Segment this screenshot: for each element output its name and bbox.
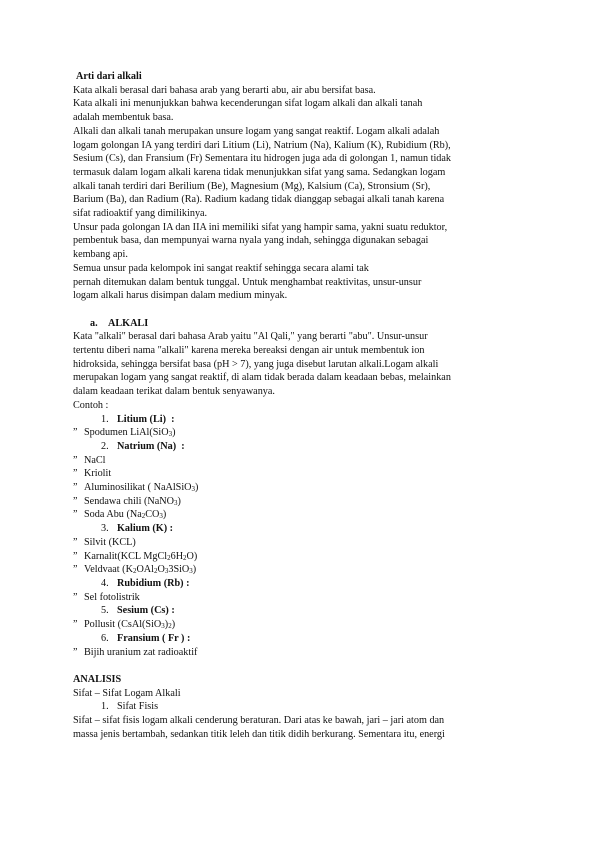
element-heading — [73, 440, 523, 454]
element-heading — [73, 604, 523, 618]
text-run: CO — [145, 509, 160, 521]
example-item — [73, 495, 523, 509]
text-run: 6H — [170, 550, 184, 562]
bullet-mark: ” — [73, 591, 78, 603]
bullet-mark: ” — [73, 564, 78, 576]
analisis-item-number: 1. — [101, 701, 109, 713]
text-run: ) — [162, 509, 167, 521]
bullet-mark: ” — [73, 427, 78, 439]
text-line: pernah ditemukan dalam bentuk tunggal. Untuk menghambat reaktivitas, unsur-unsur — [73, 276, 422, 288]
text-run: ) — [177, 495, 181, 507]
text-run: O) — [186, 550, 198, 562]
element-heading — [73, 577, 523, 591]
element-number: 2. — [101, 440, 109, 452]
text-line: kembang api. — [73, 249, 128, 261]
bullet-mark: ” — [73, 509, 78, 521]
text-line: Sifat – sifat fisis logam alkali cenderung beraturan. Dari atas ke bawah, jari – jari atom dan — [73, 715, 445, 727]
text-line: alkali tanah terdiri dari Berilium (Be), Magnesium (Mg), Kalsium (Ca), Stronsium (Sr), — [73, 180, 431, 192]
element-number: 5. — [101, 605, 109, 617]
text-run: Sendawa chili (NaNO — [84, 495, 174, 507]
section-a-label: a. — [90, 317, 98, 329]
element-name: Kalium (K) — [117, 523, 168, 535]
element-name: Natrium (Na) — [117, 440, 177, 452]
element-name: Rubidium (Rb) — [117, 578, 184, 589]
text-run: Sel fotolistrik — [84, 591, 140, 603]
text-line: dalam keadaan terikat dalam bentuk senyawanya. — [73, 386, 275, 398]
text-run: 3SiO — [168, 564, 190, 576]
example-text — [84, 427, 176, 438]
example-item — [73, 536, 523, 550]
example-item — [73, 481, 523, 495]
text-line: Kata alkali berasal dari bahasa arab yang berarti abu, air abu bersifat basa. — [73, 84, 376, 96]
heading-arti-alkali: Arti dari alkali — [76, 71, 142, 82]
text-line: Unsur pada golongan IA dan IIA ini memiliki sifat yang hampir sama, yakni suatu reduktor, — [73, 221, 448, 233]
subscript: 3 — [173, 498, 178, 507]
text-run: ) — [192, 564, 197, 576]
subscript: 2 — [183, 553, 187, 562]
text-line: termasuk dalam logam alkali karena tidak menunjukkan sifat yang sama. Sedangkan logam — [73, 166, 446, 178]
text-line: Alkali dan alkali tanah merupakan unsure logam yang sangat reaktif. Logam alkali adalah — [73, 125, 440, 137]
element-suffix: : — [168, 605, 175, 617]
example-item — [73, 618, 523, 632]
text-run: Kriolit — [84, 468, 112, 480]
bullet-mark: ” — [73, 619, 78, 631]
element-number: 6. — [101, 632, 109, 644]
text-line: tertentu diberi nama "alkali" karena mereka bereaksi dengan air untuk membentuk ion — [73, 345, 425, 357]
text-line: adalah membentuk basa. — [73, 112, 174, 124]
text-line: Semua unsur pada kelompok ini sangat reaktif sehingga secara alami tak — [73, 262, 369, 274]
element-suffix: : — [183, 578, 190, 589]
element-name: Fransium ( Fr ) — [117, 632, 185, 644]
paragraph-arti — [73, 84, 523, 303]
subscript: 2 — [168, 622, 172, 631]
text-run: Silvit (KCL) — [84, 536, 136, 548]
subscript: 2 — [153, 567, 158, 576]
text-run: NaCl — [84, 454, 106, 466]
example-text — [84, 482, 198, 493]
example-text — [84, 551, 197, 562]
text-run: Soda Abu (Na — [84, 509, 142, 521]
bullet-mark: ” — [73, 482, 78, 494]
example-item — [73, 646, 523, 660]
analisis-subtitle: Sifat – Sifat Logam Alkali — [73, 687, 181, 699]
example-text — [84, 592, 140, 603]
heading-analisis: ANALISIS — [73, 673, 122, 685]
example-item — [73, 508, 523, 522]
example-text — [84, 496, 181, 507]
text-run: O — [157, 564, 165, 576]
example-text — [84, 647, 197, 658]
subscript: 2 — [132, 567, 137, 576]
paragraph-section-a — [73, 330, 523, 399]
example-text — [84, 468, 111, 479]
text-run: Karnalit(KCL MgCl — [84, 550, 168, 562]
example-item — [73, 563, 523, 577]
text-line: Barium (Ba), dan Radium (Ra). Radium kadang tidak dianggap sebagai alkali tanah karena — [73, 194, 445, 206]
element-suffix: : — [176, 440, 185, 452]
bullet-mark: ” — [73, 468, 78, 480]
element-heading — [73, 413, 523, 427]
example-item — [73, 467, 523, 481]
subscript: 2 — [167, 553, 171, 562]
example-item — [73, 426, 523, 440]
text-run: OAl — [136, 564, 154, 576]
element-heading — [73, 522, 523, 536]
subscript: 3 — [159, 512, 163, 521]
document-content — [73, 70, 523, 741]
subscript: 3 — [164, 567, 169, 576]
text-line: Kata alkali ini menunjukkan bahwa kecenderungan sifat logam alkali dan alkali tanah — [73, 98, 423, 110]
text-run: ) — [195, 482, 199, 494]
examples-list — [73, 413, 523, 660]
element-suffix: : — [184, 632, 191, 644]
text-line: merupakan logam yang sangat reaktif, di alam tidak berada dalam keadaan bebas, melainkan — [73, 372, 451, 384]
text-run: Spodumen LiAl(SiO — [84, 427, 169, 439]
text-line: logam alkali harus disimpan dalam medium minyak. — [73, 290, 288, 302]
bullet-mark: ” — [73, 536, 78, 548]
example-text — [84, 509, 166, 520]
example-item — [73, 591, 523, 605]
text-line: pembentuk basa, dan mempunyai warna nyala yang indah, sehingga digunakan sebagai — [73, 235, 429, 247]
example-text — [84, 455, 106, 466]
subscript: 3 — [161, 622, 165, 631]
bullet-mark: ” — [73, 646, 78, 658]
contoh-label: Contoh : — [73, 399, 109, 411]
example-item — [73, 550, 523, 564]
bullet-mark: ” — [73, 495, 78, 507]
text-run: Pollusit (CsAl(SiO — [84, 619, 162, 631]
example-text — [84, 619, 175, 630]
text-run: Veldvaat (K — [84, 564, 133, 576]
element-number: 1. — [101, 413, 109, 425]
text-run: ) — [172, 427, 176, 439]
element-name: Sesium (Cs) — [117, 605, 169, 617]
analisis-item — [73, 700, 523, 714]
element-name: Litium (Li) — [117, 413, 166, 425]
text-line: hidroksida, sehingga bersifat basa (pH > 7), yang juga disebut larutan alkali.Logam alkali — [73, 358, 439, 370]
section-a-title: ALKALI — [108, 317, 149, 329]
example-item — [73, 454, 523, 468]
paragraph-analisis — [73, 714, 523, 741]
element-heading — [73, 632, 523, 646]
text-line: logam golongan IA yang terdiri dari Litium (Li), Natrium (Na), Kalium (K), Rubidium (Rb), — [73, 139, 451, 151]
element-number: 3. — [101, 523, 109, 535]
text-run: Aluminosilikat ( NaAlSiO — [84, 482, 192, 494]
element-number: 4. — [101, 578, 109, 589]
text-run: ) — [171, 619, 176, 631]
subscript: 3 — [189, 567, 193, 576]
text-line: massa jenis bertambah, sedankan titik leleh dan titik didih berkurang. Sementara itu, energi — [73, 728, 445, 740]
subscript: 3 — [191, 485, 196, 494]
subscript: 2 — [141, 512, 146, 521]
text-line: Kata "alkali" berasal dari bahasa Arab yaitu "Al Qali," yang berarti "abu". Unsur-unsur — [73, 331, 428, 343]
bullet-mark: ” — [73, 550, 78, 562]
example-text — [84, 537, 136, 548]
subscript: 3 — [168, 430, 173, 439]
analisis-item-label: Sifat Fisis — [117, 701, 159, 713]
element-suffix: : — [165, 413, 175, 425]
example-text — [84, 564, 196, 575]
text-line: sifat radioaktif yang dimilikinya. — [73, 208, 208, 220]
bullet-mark: ” — [73, 454, 78, 466]
heading-section-a — [73, 317, 523, 331]
text-line: Sesium (Cs), dan Fransium (Fr) Sementara itu hidrogen juga ada di golongan 1, namun tidak — [73, 153, 452, 165]
element-suffix: : — [167, 523, 174, 535]
text-run: Bijih uranium zat radioaktif — [84, 646, 198, 658]
text-run: ) — [164, 619, 169, 631]
